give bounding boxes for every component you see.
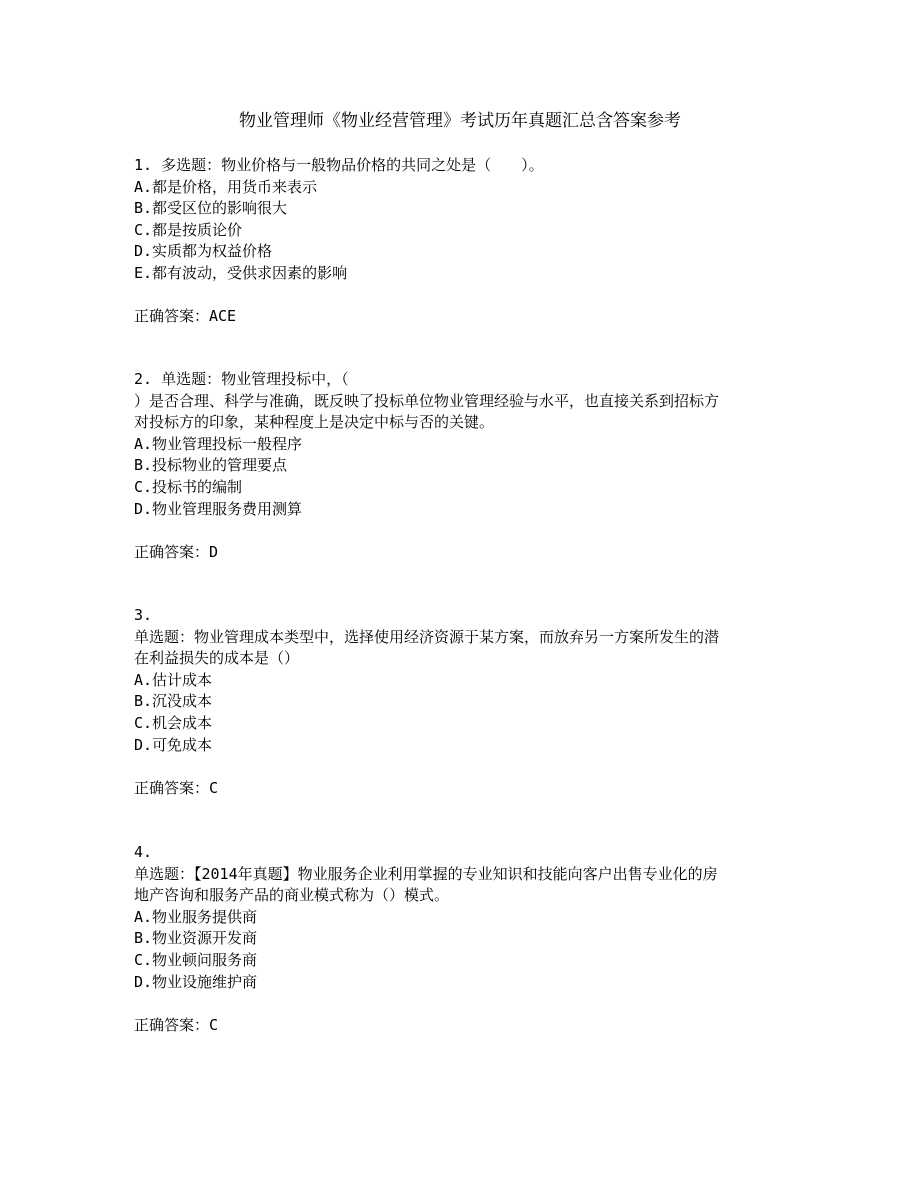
question-2-option-a: A.物业管理投标一般程序 (134, 434, 303, 453)
question-4 (134, 842, 794, 1036)
question-3-stem-line-1: 单选题：物业管理成本类型中，选择使用经济资源于某方案，而放弃另一方案所发生的潜 (134, 627, 720, 646)
question-3-option-a: A.估计成本 (134, 670, 213, 689)
question-4-option-a: A.物业服务提供商 (134, 907, 258, 926)
question-4-option-b: B.物业资源开发商 (134, 929, 258, 948)
question-4-answer: 正确答案：C (134, 1015, 219, 1034)
question-2-stem-line-3: 对投标方的印象，某种程度上是决定中标与否的关键。 (134, 413, 495, 432)
question-1-option-c: C.都是按质论价 (134, 220, 243, 239)
question-3-option-b: B.沉没成本 (134, 692, 213, 711)
question-3-option-c: C.机会成本 (134, 713, 213, 732)
question-2-option-c: C.投标书的编制 (134, 477, 243, 496)
question-2 (134, 369, 794, 563)
question-2-option-d: D.物业管理服务费用测算 (134, 499, 303, 518)
question-1-option-d: D.实质都为权益价格 (134, 242, 273, 261)
question-4-option-c: C.物业顿问服务商 (134, 950, 258, 969)
page-title: 物业管理师《物业经营管理》考试历年真题汇总含答案参考 (239, 111, 681, 131)
question-3-number: 3. (134, 606, 153, 624)
question-4-option-d: D.物业设施维护商 (134, 972, 258, 991)
question-2-stem-line-2: ）是否合理、科学与准确，既反映了投标单位物业管理经验与水平，也直接关系到招标方 (134, 391, 720, 410)
question-4-number: 4. (134, 843, 153, 861)
question-4-stem-line-2: 地产咨询和服务产品的商业模式称为（）模式。 (134, 886, 450, 905)
question-1-stem: 1. 多选题：物业价格与一般物品价格的共同之处是（ ）。 (134, 156, 544, 174)
question-2-answer: 正确答案：D (134, 542, 219, 561)
question-1-answer: 正确答案：ACE (134, 307, 237, 326)
question-2-option-b: B.投标物业的管理要点 (134, 456, 288, 475)
question-1-option-e: E.都有波动，受供求因素的影响 (134, 263, 348, 282)
question-3 (134, 605, 794, 799)
question-3-answer: 正确答案：C (134, 778, 219, 797)
question-1 (134, 155, 794, 328)
question-1-option-a: A.都是价格，用货币来表示 (134, 177, 318, 196)
question-3-option-d: D.可免成本 (134, 735, 213, 754)
question-2-stem-line-1: 2. 单选题：物业管理投标中，（ (134, 370, 349, 388)
question-1-option-b: B.都受区位的影响很大 (134, 199, 288, 218)
question-4-stem-line-1: 单选题：【2014年真题】物业服务企业利用掌握的专业知识和技能向客户出售专业化的房 (134, 864, 718, 883)
question-3-stem-line-2: 在利益损失的成本是（） (134, 649, 300, 668)
